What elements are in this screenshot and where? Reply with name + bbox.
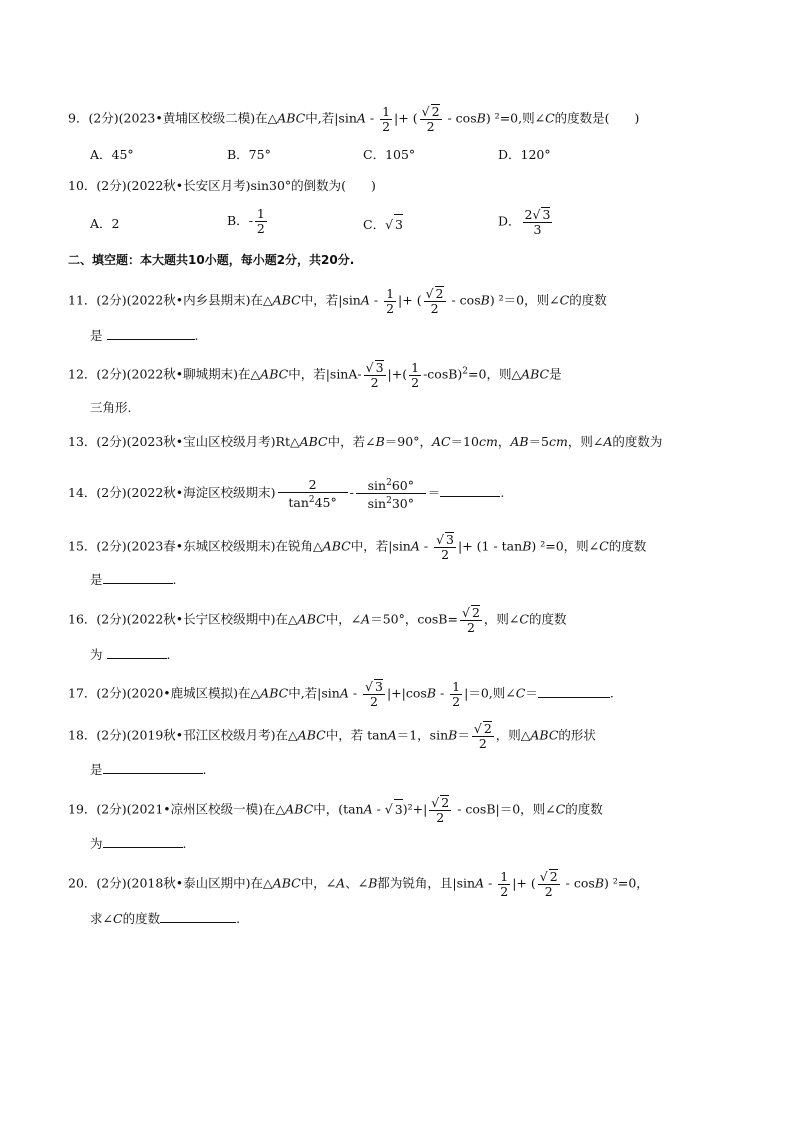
question-20-line2: 求∠C的度数 . [90, 911, 241, 926]
option-b: B．- $\frac{1}{2}$ [227, 206, 265, 236]
question-19: 19．(2分)(2021•凉州区校级一模)在△ABC中，(tanA - √ 3)²+| $\frac{√ 2}{2}$ - cosB|＝0，则∠C的度数 [68, 795, 603, 825]
question-16-line2: 为 . [90, 647, 171, 662]
question-11-line2: 是 . [90, 328, 199, 343]
option-a: A．2 [90, 216, 120, 231]
question-18: 18．(2分)(2019秋•邗江区校级月考)在△ABC中，若 tanA＝1，sinB＝ $\frac{√ 2}{2}$ ，则△ABC的形状 [68, 721, 596, 751]
question-18-line2: 是 . [90, 762, 207, 777]
option-a: A．45° [90, 147, 134, 162]
answer-blank[interactable] [440, 484, 500, 497]
fraction: $\frac{\sin^260^\circ}{\sin^230^\circ}$ [356, 476, 426, 511]
fraction: $\frac{√ 2}{2}$ [431, 795, 450, 825]
fraction: $\frac{√ 2}{2}$ [539, 869, 558, 899]
fraction: $\frac{√ 2}{2}$ [473, 721, 492, 751]
fraction: $\frac{√ 3}{2}$ [365, 360, 384, 390]
fraction: $\frac{√ 2}{2}$ [421, 104, 440, 134]
question-9: 9．(2分)(2023•黄埔区校级二模)在△ABC中,若|sinA - $\frac{1}{2}$ |+ ( $\frac{√ 2}{2}$ - cosB) ²=0,则∠C的度数是( ) [68, 103, 640, 134]
option-d: D．120° [498, 147, 551, 162]
fraction: $\frac{√ 3}{2}$ [436, 532, 454, 562]
question-14: 14．(2分)(2022秋•海淀区校级期末) $\frac{2}{\tan^245^\circ}$ - $\frac{\sin^260^\circ}{\sin^230^\circ}$ ＝ . [68, 476, 505, 512]
question-11: 11．(2分)(2022秋•内乡县期末)在△ABC中，若|sinA - $\frac{1}{2}$ |+ ( $\frac{√ 2}{2}$ - cosB) ²＝0，则∠C的度数 [68, 285, 607, 316]
answer-blank[interactable] [103, 761, 203, 774]
answer-blank[interactable] [107, 646, 167, 659]
section-heading: 二、填空题：本大题共10小题，每小题2分，共20分. [68, 253, 355, 267]
fraction: $\frac{√ 2}{2}$ [461, 605, 480, 635]
question-17: 17．(2分)(2020•鹿城区模拟)在△ABC中,若|sinA - $\frac{√ 3}{2}$ |+|cosB - $\frac{1}{2}$ |＝0,则∠C＝ . [68, 678, 614, 709]
option-c: C．105° [363, 147, 416, 162]
answer-blank[interactable] [107, 327, 195, 340]
fraction: $\frac{2}{\tan^245^\circ}$ [278, 478, 348, 510]
answer-blank[interactable] [160, 910, 236, 923]
question-16: 16．(2分)(2022秋•长宁区校级期中)在△ABC中，∠A＝50°，cosB= $\frac{√ 2}{2}$ ，则∠C的度数 [68, 605, 567, 635]
question-20: 20．(2分)(2018秋•泰山区期中)在△ABC中，∠A、∠B都为锐角，且|sinA - $\frac{1}{2}$ |+ ( $\frac{√ 2}{2}$ - cosB) ²=0， [68, 868, 649, 899]
question-19-line2: 为 . [90, 836, 187, 851]
answer-blank[interactable] [103, 571, 173, 584]
fraction: $\frac{1}{2}$ [256, 206, 265, 236]
fraction: $\frac{1}{2}$ [386, 285, 395, 316]
fraction: $\frac{√ 2}{2}$ [425, 286, 444, 316]
fraction: $\frac{1}{2}$ [452, 678, 461, 709]
option-b: B．75° [227, 147, 271, 162]
option-c: C．√ 3 [363, 214, 403, 235]
fraction: $\frac{2√ 3}{3}$ [524, 207, 551, 237]
question-12: 12．(2分)(2022秋•聊城期末)在△ABC中，若|sinA- $\frac{√ 3}{2}$ |+( $\frac{1}{2}$ -cosB)$^2$=0，则△ABC是 [68, 359, 562, 390]
fraction: $\frac{1}{2}$ [500, 868, 509, 899]
answer-blank[interactable] [103, 835, 183, 848]
question-15: 15．(2分)(2023春•东城区校级期末)在锐角△ABC中，若|sinA - $\frac{√ 3}{2}$ |+ (1 - tanB) ²=0，则∠C的度数 [68, 532, 647, 562]
answer-blank[interactable] [538, 685, 610, 698]
fraction: $\frac{√ 3}{2}$ [365, 679, 383, 709]
question-12-line2: 三角形. [90, 400, 132, 415]
question-10: 10．(2分)(2022秋•长安区月考)sin30°的倒数为( ) [68, 178, 376, 193]
option-d: D． $\frac{2√ 3}{3}$ [498, 207, 551, 237]
question-15-line2: 是 . [90, 572, 177, 587]
fraction: $\frac{1}{2}$ [382, 103, 391, 134]
question-13: 13．(2分)(2023秋•宝山区校级月考)Rt△ABC中，若∠B＝90°，AC＝10cm，AB＝5cm，则∠A的度数为 [68, 434, 663, 449]
fraction: $\frac{1}{2}$ [411, 359, 420, 390]
